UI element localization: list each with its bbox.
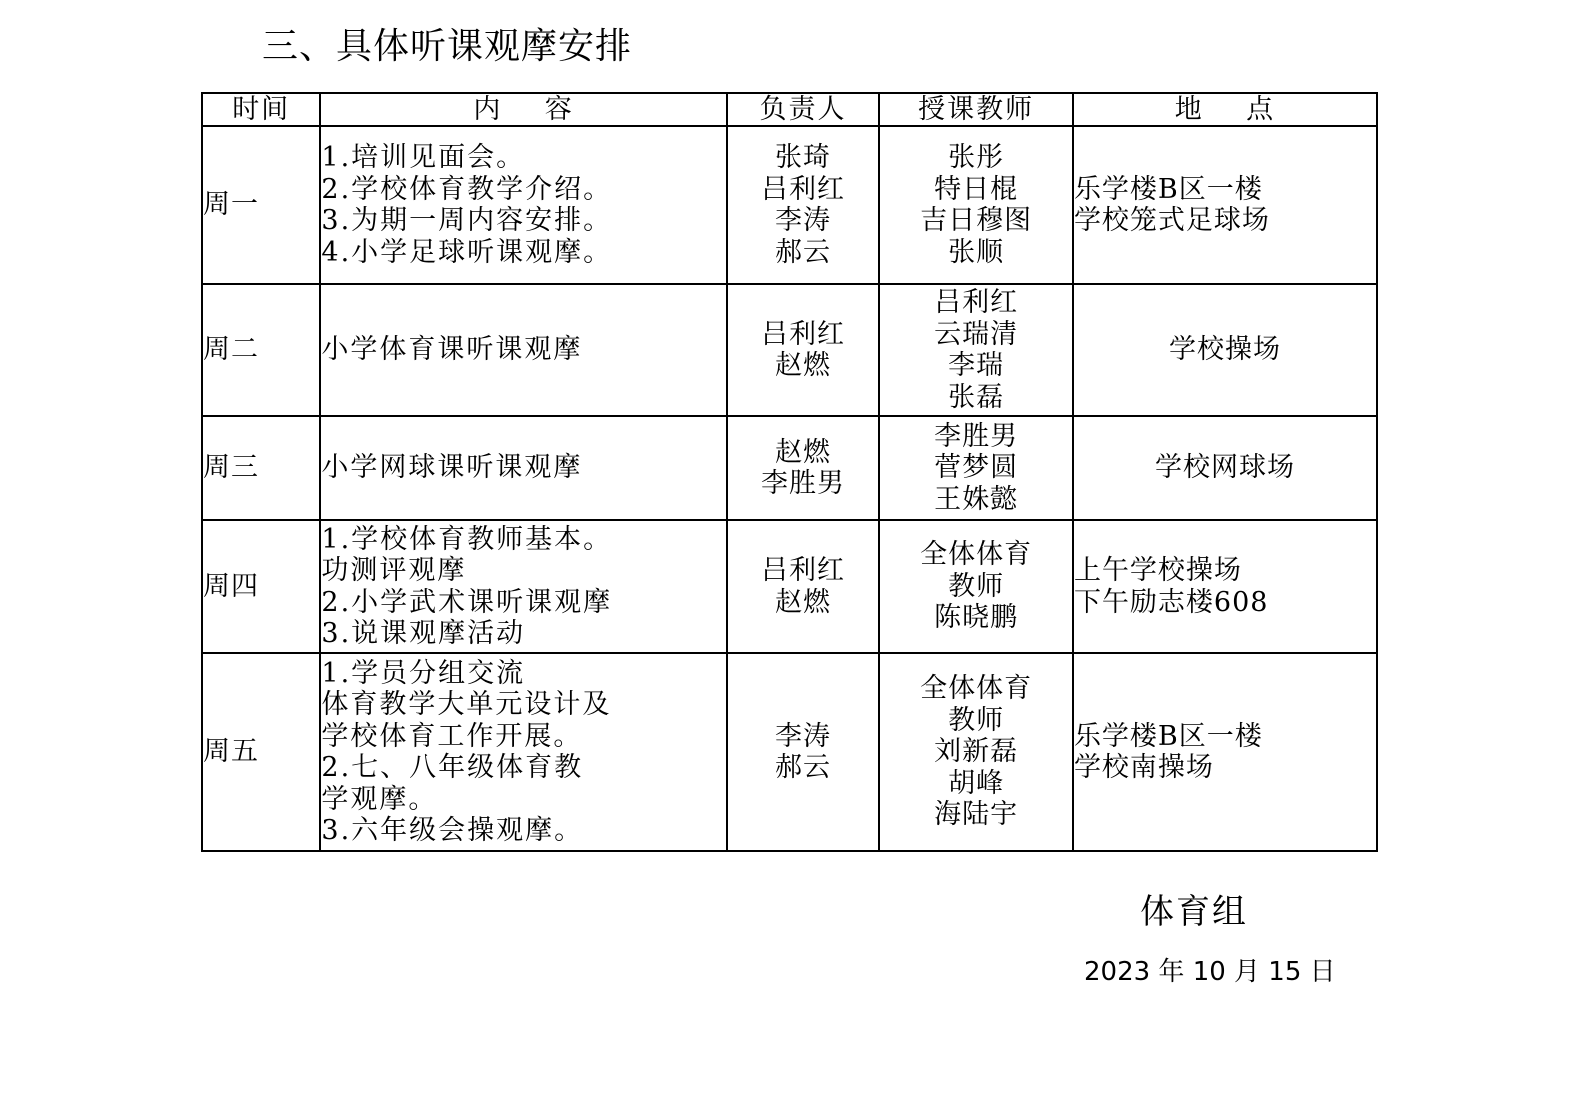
header-time: 时间 bbox=[202, 93, 320, 126]
teacher-name: 全体体育 bbox=[920, 539, 1033, 571]
header-place: 地 点 bbox=[1073, 93, 1377, 126]
teacher-name: 王姝懿 bbox=[934, 483, 1019, 515]
content-line: 2.学校体育教学介绍。 bbox=[321, 173, 613, 205]
day-cell: 周五 bbox=[202, 653, 320, 851]
responsible-cell bbox=[727, 520, 880, 653]
content-cell bbox=[320, 653, 726, 851]
content-line: 小学网球课听课观摩 bbox=[321, 452, 583, 484]
teacher-name: 陈晓鹏 bbox=[934, 602, 1019, 634]
content-line: 1.学员分组交流 bbox=[321, 657, 526, 689]
day-cell: 周三 bbox=[202, 416, 320, 520]
place-line: 乐学楼B区一楼 bbox=[1073, 720, 1263, 752]
responsible-name: 赵燃 bbox=[775, 436, 832, 468]
responsible-name: 张琦 bbox=[775, 142, 832, 173]
responsible-cell bbox=[727, 416, 880, 520]
header-teachers: 授课教师 bbox=[879, 93, 1073, 126]
place-cell bbox=[1073, 653, 1377, 851]
responsible-cell bbox=[727, 126, 880, 284]
responsible-name: 郝云 bbox=[775, 752, 832, 783]
responsible-name: 赵燃 bbox=[775, 350, 832, 381]
teacher-name: 海陆宇 bbox=[934, 799, 1019, 831]
header-responsible: 负责人 bbox=[727, 93, 880, 126]
responsible-name: 吕利红 bbox=[761, 173, 846, 205]
header-content: 内 容 bbox=[320, 93, 726, 126]
place-line: 下午励志楼608 bbox=[1073, 586, 1269, 618]
content-cell bbox=[320, 126, 726, 284]
responsible-cell bbox=[727, 653, 880, 851]
content-line: 3.为期一周内容安排。 bbox=[321, 205, 613, 236]
teacher-name: 菅梦圆 bbox=[934, 452, 1019, 484]
teachers-cell bbox=[879, 653, 1073, 851]
place-cell bbox=[1073, 284, 1377, 416]
table-row bbox=[202, 416, 1377, 520]
place-line: 学校操场 bbox=[1168, 334, 1281, 366]
teacher-name: 特日棍 bbox=[934, 173, 1019, 205]
responsible-name: 李胜男 bbox=[761, 468, 846, 499]
content-line: 3.六年级会操观摩。 bbox=[321, 815, 584, 846]
content-cell bbox=[320, 520, 726, 653]
teacher-name: 张顺 bbox=[948, 236, 1005, 268]
place-cell bbox=[1073, 126, 1377, 284]
content-line: 1.学校体育教师基本。 bbox=[321, 523, 613, 555]
place-cell bbox=[1073, 416, 1377, 520]
responsible-name: 吕利红 bbox=[761, 555, 846, 586]
table-row bbox=[202, 126, 1377, 284]
responsible-name: 吕利红 bbox=[761, 318, 846, 350]
responsible-name: 李涛 bbox=[775, 720, 832, 752]
teachers-cell bbox=[879, 284, 1073, 416]
responsible-name: 李涛 bbox=[775, 205, 832, 236]
content-cell bbox=[320, 416, 726, 520]
teacher-name: 胡峰 bbox=[948, 767, 1005, 799]
day-cell: 周四 bbox=[202, 520, 320, 653]
content-line: 学校体育工作开展。 bbox=[321, 720, 583, 752]
content-line: 3.说课观摩活动 bbox=[321, 618, 526, 649]
teacher-name: 刘新磊 bbox=[934, 736, 1019, 768]
responsible-name: 赵燃 bbox=[775, 586, 832, 618]
responsible-name: 郝云 bbox=[775, 236, 832, 268]
table-row bbox=[202, 520, 1377, 653]
content-line: 2.七、八年级体育教 bbox=[321, 752, 584, 783]
teacher-name: 李胜男 bbox=[934, 420, 1019, 452]
signature-group: 体育组 bbox=[1140, 892, 1248, 932]
content-line: 2.小学武术课听课观摩 bbox=[321, 586, 613, 618]
teacher-name: 教师 bbox=[948, 704, 1005, 736]
place-line: 学校网球场 bbox=[1154, 452, 1295, 484]
table-row bbox=[202, 284, 1377, 416]
teachers-cell bbox=[879, 416, 1073, 520]
place-line: 学校笼式足球场 bbox=[1073, 205, 1270, 236]
teacher-name: 张彤 bbox=[948, 142, 1005, 173]
content-line: 1.培训见面会。 bbox=[321, 142, 526, 173]
teachers-cell bbox=[879, 520, 1073, 653]
content-line: 小学体育课听课观摩 bbox=[321, 334, 583, 366]
content-line: 4.小学足球听课观摩。 bbox=[321, 236, 613, 268]
responsible-cell bbox=[727, 284, 880, 416]
place-line: 乐学楼B区一楼 bbox=[1073, 173, 1263, 205]
teacher-name: 云瑞清 bbox=[934, 318, 1019, 350]
content-line: 功测评观摩 bbox=[321, 555, 467, 586]
place-line: 上午学校操场 bbox=[1073, 555, 1242, 586]
day-cell: 周二 bbox=[202, 284, 320, 416]
teacher-name: 李瑞 bbox=[948, 350, 1005, 381]
page-title: 三、具体听课观摩安排 bbox=[262, 26, 633, 67]
place-line: 学校南操场 bbox=[1073, 752, 1214, 783]
place-cell bbox=[1073, 520, 1377, 653]
teacher-name: 吕利红 bbox=[934, 287, 1019, 318]
content-cell bbox=[320, 284, 726, 416]
teacher-name: 吉日穆图 bbox=[920, 205, 1033, 236]
signature-date: 2023 年 10 月 15 日 bbox=[1084, 957, 1336, 987]
content-line: 体育教学大单元设计及 bbox=[321, 689, 612, 720]
teacher-name: 张磊 bbox=[948, 381, 1005, 413]
teacher-name: 教师 bbox=[948, 570, 1005, 602]
teacher-name: 全体体育 bbox=[920, 673, 1033, 705]
schedule-table bbox=[201, 92, 1378, 852]
content-line: 学观摩。 bbox=[321, 783, 438, 815]
day-cell: 周一 bbox=[202, 126, 320, 284]
table-row bbox=[202, 653, 1377, 851]
teachers-cell bbox=[879, 126, 1073, 284]
table-header-row bbox=[202, 93, 1377, 126]
